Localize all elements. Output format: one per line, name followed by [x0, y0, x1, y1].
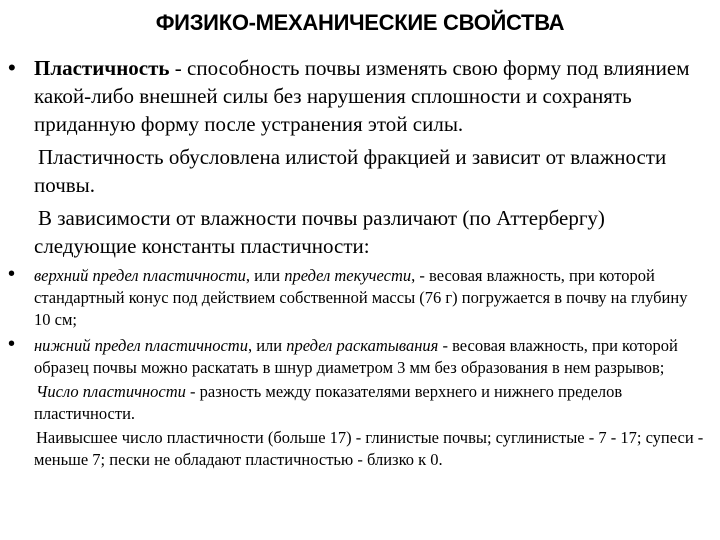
paragraph-atterberg-intro	[8, 204, 708, 260]
plasticity-index-text: - разность между показателями верхнего и нижнего пределов пластичности.	[34, 382, 623, 423]
plasticity-cause-text: Пластичность обусловлена илистой фракцией и зависит от влажности почвы.	[34, 145, 667, 197]
term-upper-limit: верхний предел пластичности	[34, 266, 246, 285]
paragraph-plasticity-definition	[8, 54, 708, 138]
slide-content	[8, 54, 708, 471]
bullet-icon: •	[8, 333, 16, 355]
paragraph-plasticity-index	[8, 381, 708, 425]
term-liquid-limit: предел текучести	[284, 266, 412, 285]
term-rolling-limit: предел раскатывания	[286, 336, 439, 355]
paragraph-lower-limit	[8, 335, 708, 379]
plasticity-classes-text: Наивысшее число пластичности (больше 17) - глинистые почвы; суглинистые - 7 - 17; супеси - меньше 7; пески не обладают пластичностью - близко к 0.	[34, 428, 704, 469]
paragraph-plasticity-cause	[8, 143, 708, 199]
term-plasticity: Пластичность	[34, 56, 170, 80]
paragraph-plasticity-classes	[8, 427, 708, 471]
paragraph-upper-limit	[8, 265, 708, 331]
slide-title: ФИЗИКО-МЕХАНИЧЕСКИЕ СВОЙСТВА	[155, 10, 565, 35]
lower-limit-or: , или	[247, 336, 287, 355]
lower-limit-text: - весовая влажность, при которой образец почвы можно раскатать в шнур диаметром 3 мм без образования в нем разрывов;	[34, 336, 678, 377]
bullet-icon: •	[8, 55, 16, 80]
plasticity-definition-text: - способность почвы изменять свою форму под влиянием какой-либо внешней силы без нарушения сплошности и сохранять приданную форму после устранения этой силы.	[34, 56, 690, 136]
upper-limit-or: , или	[245, 266, 285, 285]
atterberg-intro-text: В зависимости от влажности почвы различают (по Аттербергу) следующие константы пластичности:	[34, 206, 605, 258]
bullet-icon: •	[8, 263, 16, 285]
upper-limit-text: , - весовая влажность, при которой стандартный конус под действием собственной массы (76 г) погружается в почву на глубину 10 см;	[34, 266, 688, 329]
term-lower-limit: нижний предел пластичности	[34, 336, 248, 355]
term-plasticity-index: Число пластичности	[36, 382, 186, 401]
